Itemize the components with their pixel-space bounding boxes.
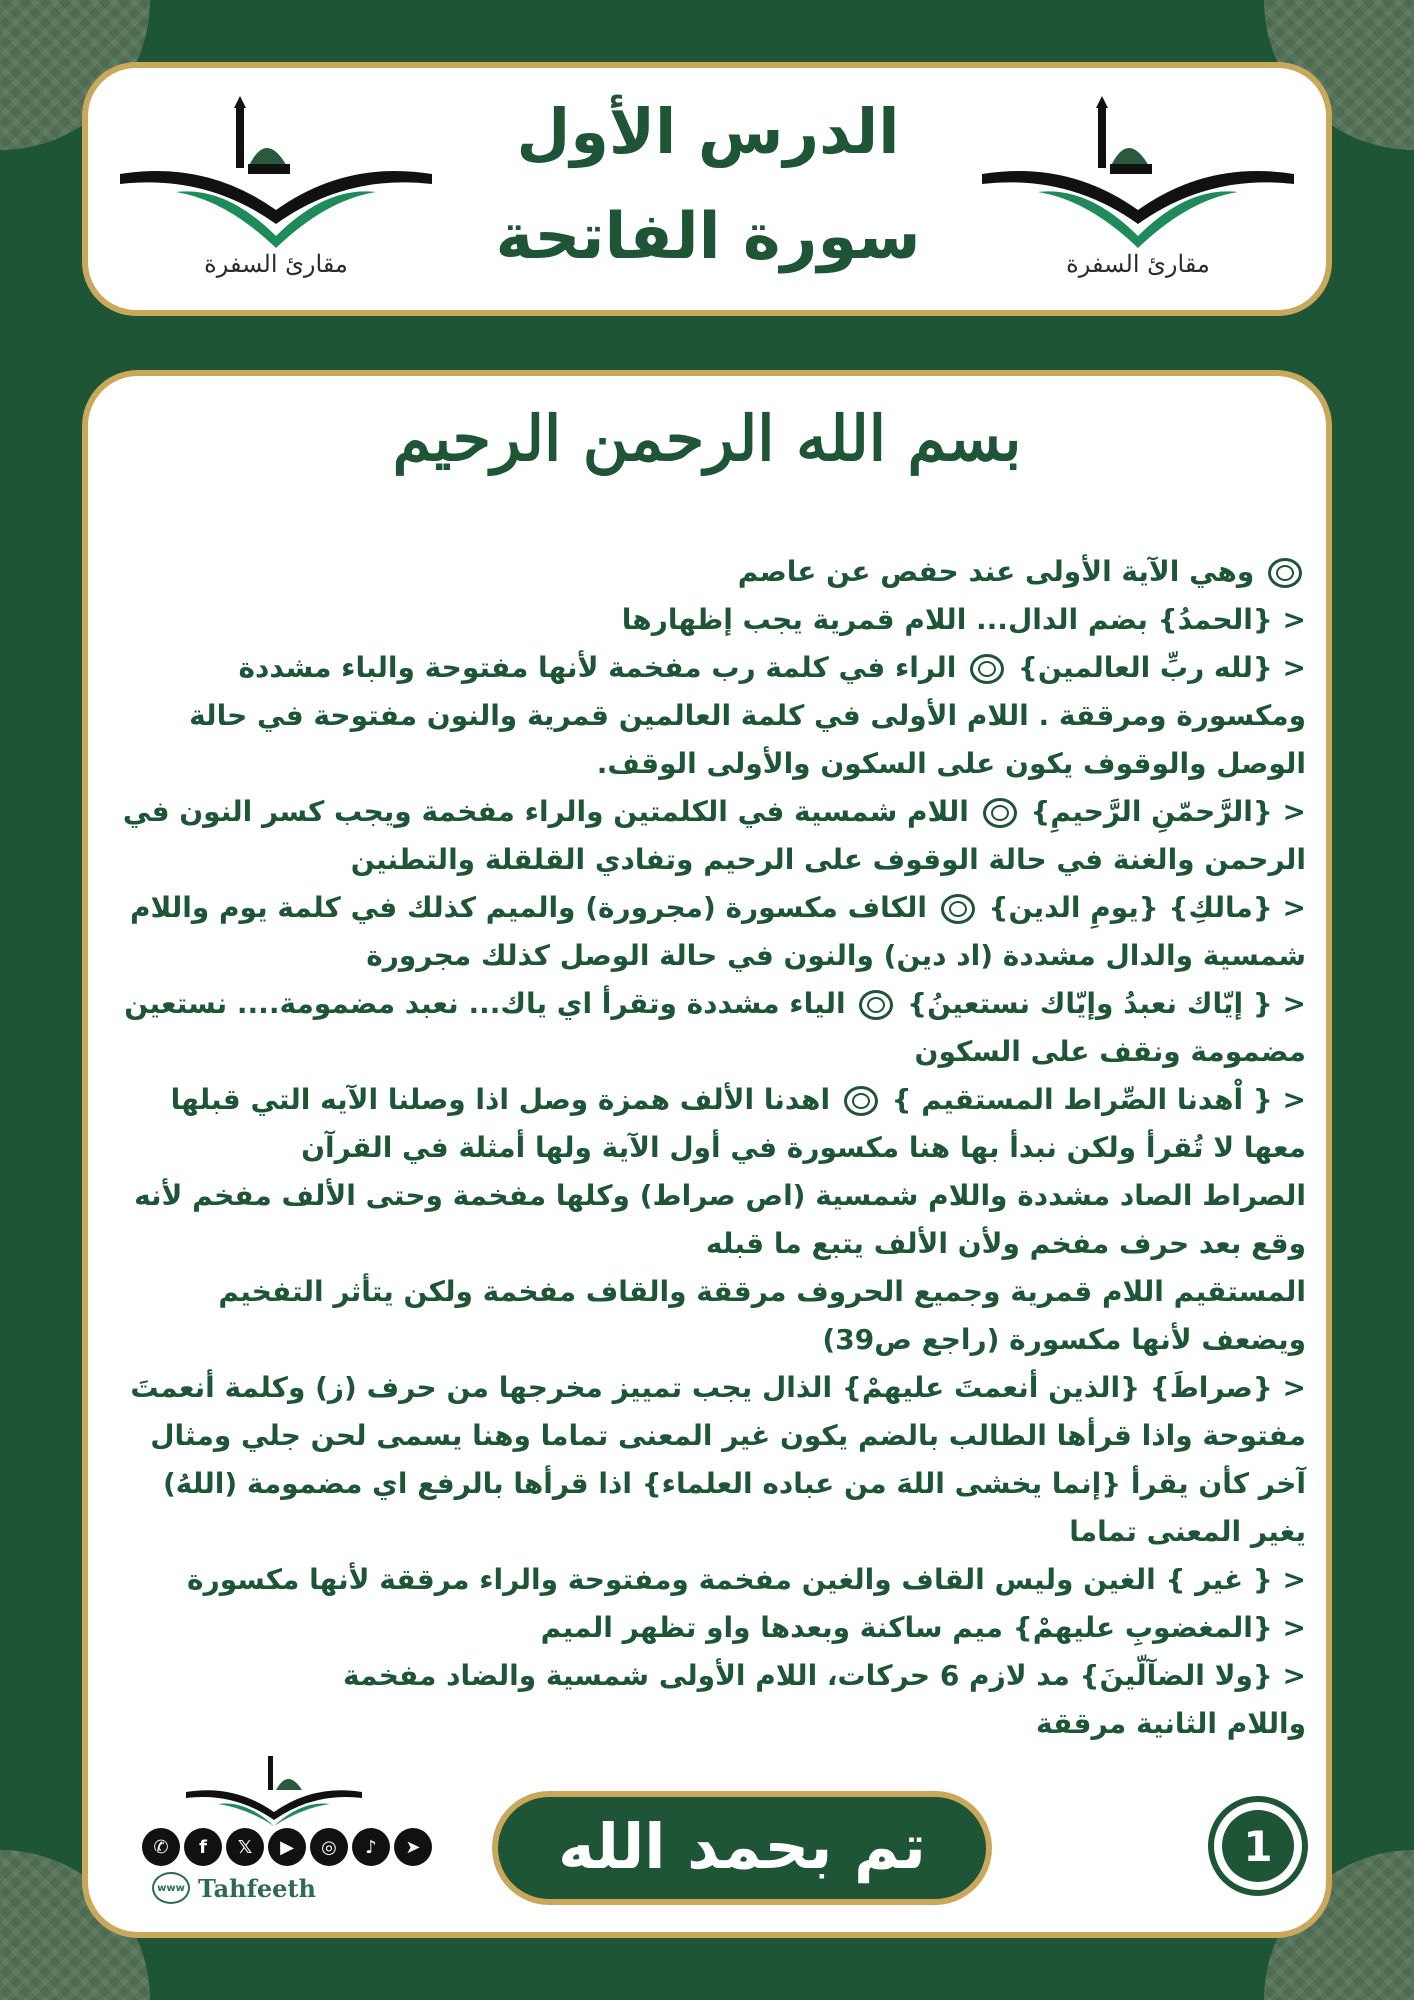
paragraph: < {الحمدُ} بضم الدال... اللام قمرية يجب إظهارها: [621, 603, 1306, 636]
telegram-icon[interactable]: ➤: [394, 1828, 432, 1866]
logo-caption: مقارئ السفرة: [204, 250, 348, 278]
facebook-icon[interactable]: f: [184, 1828, 222, 1866]
ayah-marker-icon: [1268, 558, 1302, 588]
youtube-icon[interactable]: ▶: [268, 1828, 306, 1866]
page-number-badge: [1208, 1796, 1308, 1896]
tiktok-icon[interactable]: ♪: [352, 1828, 390, 1866]
paragraph: < { إيّاك نعبدُ وإيّاك نستعينُ} الياء مشددة وتقرأ اي ياك... نعبد مضمومة.... نستعين مضمومة ونقف على السكون: [124, 987, 1306, 1068]
paragraph: وهي الآية الأولى عند حفص عن عاصم: [110, 548, 1306, 596]
whatsapp-icon[interactable]: ✆: [142, 1828, 180, 1866]
social-block: [134, 1746, 424, 1903]
x-icon[interactable]: 𝕏: [226, 1828, 264, 1866]
basmala-calligraphy: بسم الله الرحمن الرحيم: [392, 402, 1022, 475]
paragraph: < { غير } الغين وليس القاف والغين مفخمة ومفتوحة والراء مرققة لأنها مكسورة: [187, 1563, 1306, 1596]
mosque-book-icon: [116, 88, 436, 248]
brand[interactable]: [152, 1872, 316, 1904]
paragraph: < {مالكِ} {يومِ الدين} الكاف مكسورة (مجرورة) والميم كذلك في كلمة يوم واللام شمسية والدال مشددة (اد دين) والنون في حالة الوصل كذلك مجرورة: [129, 891, 1306, 972]
ayah-marker-icon: [970, 654, 1004, 684]
title-block: [428, 82, 988, 292]
ayah-marker-icon: [983, 798, 1017, 828]
logo-caption: مقارئ السفرة: [1066, 250, 1210, 278]
brand-name: Tahfeeth: [198, 1873, 316, 1903]
paragraph: < {لله ربِّ العالمين} الراء في كلمة رب مفخمة لأنها مفتوحة والباء مشددة ومكسورة ومرققة . اللام الأولى في كلمة العالمين قمرية والنون مفتوحة في حالة الوصل والوقوف يكون على السكون والأولى الوقف.: [189, 651, 1306, 780]
globe-icon: www: [152, 1872, 190, 1904]
header-panel: [82, 62, 1332, 316]
page-number: 1: [1222, 1810, 1294, 1882]
mosque-book-icon: [978, 88, 1298, 248]
paragraph: المستقيم اللام قمرية وجميع الحروف مرققة والقاف مفخمة ولكن يتأثر التفخيم ويضعف لأنها مكسورة (راجع ص39): [218, 1275, 1306, 1356]
surah-title: سورة الفاتحة: [495, 200, 921, 274]
ayah-marker-icon: [844, 1086, 878, 1116]
ayah-marker-icon: [941, 894, 975, 924]
content-panel: [82, 370, 1332, 1938]
paragraph: < {الرَّحمّنِ الرَّحيمِ} اللام شمسية في الكلمتين والراء مفخمة ويجب كسر النون في الرحمن والغنة في حالة الوقوف على الرحيم وتفادي القلقلة والتطنين: [122, 795, 1306, 876]
paragraph: < {صراطَ} {الذين أنعمتَ عليهمْ} الذال يجب تمييز مخرجها من حرف (ز) وكلمة أنعمتَ مفتوحة واذا قرأها الطالب بالضم يكون غير المعنى تماما وهنا يسمى لحن جلي ومثال آخر كأن يقرأ {إنما يخشى اللهَ من عباده العلماء} اذا قرأها بالرفع اي مضمومة (اللهُ) يغير المعنى تماما: [130, 1371, 1306, 1548]
instagram-icon[interactable]: ◎: [310, 1828, 348, 1866]
logo-right: [978, 88, 1298, 288]
paragraph: < {ولا الضآلّينَ} مد لازم 6 حركات، اللام الأولى شمسية والضاد مفخمة واللام الثانية مرققة: [342, 1659, 1306, 1740]
lesson-title: الدرس الأول: [516, 95, 900, 168]
lesson-text: [110, 548, 1306, 1748]
paragraph: الصراط الصاد مشددة واللام شمسية (اص صراط) وكلها مفخمة وحتى الألف مفخم لأنه وقع بعد حرف مفخم ولأن الألف يتبع ما قبله: [134, 1179, 1306, 1260]
ayah-marker-icon: [859, 990, 893, 1020]
mosque-book-icon: [184, 1746, 364, 1826]
paragraph: < {المغضوبِ عليهمْ} ميم ساكنة وبعدها واو تظهر الميم: [540, 1611, 1306, 1644]
social-icons: [142, 1828, 432, 1866]
logo-left: [116, 88, 436, 288]
paragraph: < { اْهدنا الصِّراط المستقيم } اهدنا الألف همزة وصل اذا وصلنا الآيه التي قبلها معها لا تُقرأ ولكن نبدأ بها هنا مكسورة في أول الآية ولها أمثلة في القرآن: [170, 1083, 1306, 1164]
completion-badge: تم بحمد الله: [492, 1791, 992, 1905]
